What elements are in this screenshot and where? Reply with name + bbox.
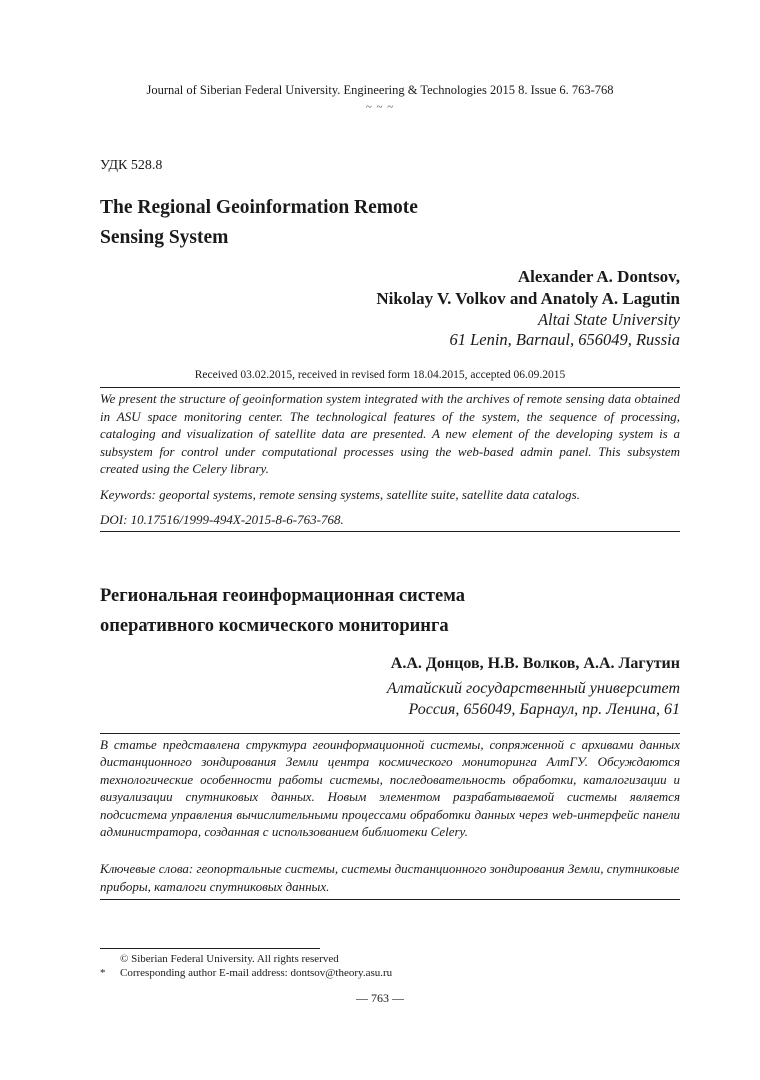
title-ru-line1: Региональная геоинформационная система [100,586,465,606]
affiliation-ru-line1: Алтайский государственный университет [386,680,680,697]
abstract-en: We present the structure of geoinformation system integrated with the archives of remote sensing data obtained in ASU space monitoring center. The technological features of the system, the sequence of processing, cataloging and visualization of satellite data are presented. A new element of the developing system is a subsystem for control under computational processes using the web-based admin panel. This subsystem created using the Celery library. [100,391,680,477]
rule-top-en [100,387,680,388]
doi: DOI: 10.17516/1999-494X-2015-8-6-763-768. [100,512,344,527]
keywords-ru: Ключевые слова: геопортальные системы, системы дистанционного зондирования Земли, спутниковые приборы, каталоги спутниковых данных. [100,861,680,894]
affiliation-ru [387,678,680,720]
rule-bottom-ru [100,899,680,900]
page-number: — 763 — [356,991,404,1005]
footnote-corresponding [100,966,392,980]
footnote-rule [100,948,320,949]
authors-ru: А.А. Донцов, Н.В. Волков, А.А. Лагутин [390,655,680,672]
keywords-en: Keywords: geoportal systems, remote sensing systems, satellite suite, satellite data catalogs. [100,487,580,502]
authors-en-line2: Nikolay V. Volkov and Anatoly A. Lagutin [376,289,680,308]
copyright-text: © Siberian Federal University. All rights reserved [120,953,339,965]
asterisk-mark: * [100,967,106,979]
paper-title-ru [100,581,660,641]
footnote-copyright [100,952,339,966]
received-dates: Received 03.02.2015, received in revised form 18.04.2015, accepted 06.09.2015 [194,369,566,381]
affiliation-en-line2: 61 Lenin, Barnaul, 656049, Russia [449,330,680,349]
title-en-line1: The Regional Geoinformation Remote [100,197,418,218]
paper-title-en [100,193,660,253]
title-en-line2: Sensing System [100,227,229,248]
title-ru-line2: оперативного космического мониторинга [100,616,449,636]
rule-top-ru [100,733,680,734]
affiliation-ru-line2: Россия, 656049, Барнаул, пр. Ленина, 61 [408,701,680,718]
header-separator: ~ ~ ~ [365,101,395,113]
udk-code: УДК 528.8 [100,158,163,173]
rule-bottom-en [100,531,680,532]
affiliation-en [449,310,680,350]
journal-header: Journal of Siberian Federal University. Engineering & Technologies 2015 8. Issue 6. 763-768 [146,83,614,97]
authors-en-line1: Alexander A. Dontsov, [517,267,680,286]
authors-en [376,266,680,310]
corresponding-text: Corresponding author E-mail address: dontsov@theory.asu.ru [120,967,393,979]
affiliation-en-line1: Altai State University [537,310,680,329]
abstract-ru: В статье представлена структура геоинформационной системы, сопряженной с архивами данных дистанционного зондирования Земли центра космического мониторинга АлтГУ. Обсуждаются технологические особенности работы системы, последовательность обработки, каталогизации и визуализации спутниковых данных. Новым элементом разрабатываемой системы является подсистема управления вычислительными процессами обработки данных через web-интерфейс панели администратора, созданная с использованием библиотеки Celery. [100,737,680,840]
